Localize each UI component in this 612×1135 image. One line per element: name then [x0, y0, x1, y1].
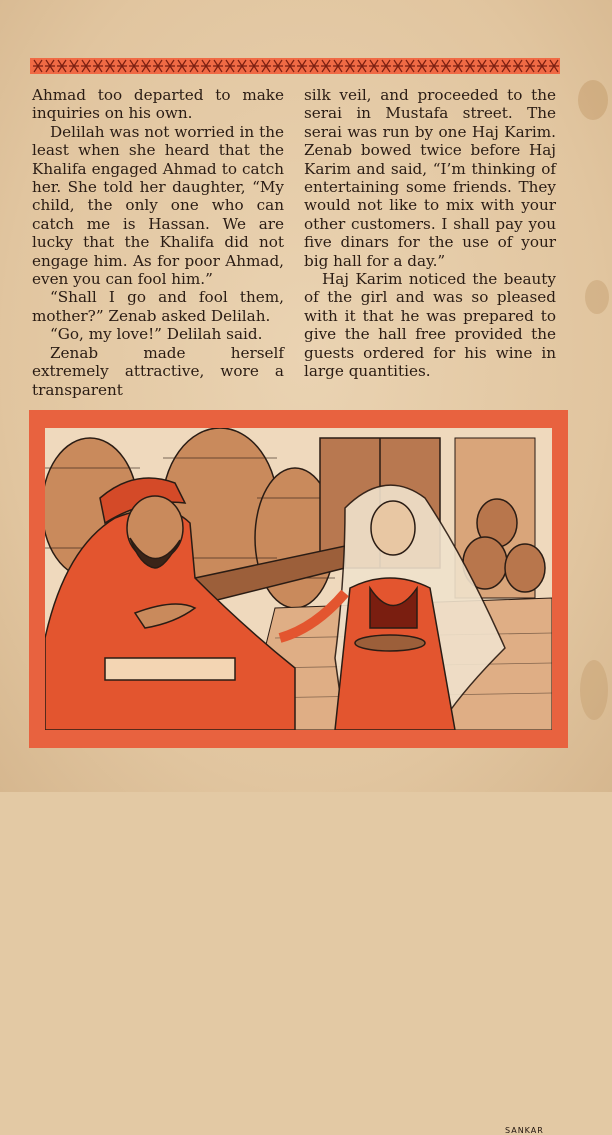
paragraph: silk veil, and proceeded to the serai in Mustafa street. The serai was run by one Haj Karim. Zenab bowed twice before Haj Karim and said, “I’m thinking of entertaining some friends. They would not like to mix with your other customers. I shall pay you five dinars for the use of your big hall for a day.” [304, 86, 556, 270]
border-motif [285, 60, 295, 72]
border-motif [321, 60, 331, 72]
border-motif [429, 60, 439, 72]
paragraph: Zenab made herself extremely attractive, wore a transparent [32, 343, 284, 399]
border-motif [57, 60, 67, 72]
border-motif [369, 60, 379, 72]
border-motif [81, 60, 91, 72]
paper-stain [580, 660, 608, 720]
border-motif [33, 60, 43, 72]
border-motif [357, 60, 367, 72]
border-motif [117, 60, 127, 72]
right-text-column [304, 86, 556, 381]
border-motif [501, 60, 511, 72]
paragraph: “Shall I go and fool them, mother?” Zenab asked Delilah. [32, 288, 284, 325]
border-motif [165, 60, 175, 72]
border-motif [177, 60, 187, 72]
border-motif [465, 60, 475, 72]
border-motif [513, 60, 523, 72]
border-motif [141, 60, 151, 72]
border-motif [525, 60, 535, 72]
decorative-border-strip [30, 58, 560, 74]
paper-stain [578, 80, 608, 120]
border-motif [393, 60, 403, 72]
border-motif [489, 60, 499, 72]
border-motif [237, 60, 247, 72]
border-motif [153, 60, 163, 72]
border-motif [417, 60, 427, 72]
border-pattern [30, 58, 560, 74]
story-illustration [29, 410, 568, 1135]
border-motif [261, 60, 271, 72]
border-motif [69, 60, 79, 72]
border-motif [93, 60, 103, 72]
left-text-column [32, 86, 284, 399]
border-motif [537, 60, 547, 72]
border-motif [477, 60, 487, 72]
illustration-scene [45, 428, 552, 730]
paragraph: Haj Karim noticed the beauty of the girl and was so pleased with it that he was prepared to give the hall free provided the guests ordered for his wine in large quantities. [304, 270, 556, 381]
border-motif [309, 60, 319, 72]
border-motif [201, 60, 211, 72]
paragraph: “Go, my love!” Delilah said. [50, 325, 263, 344]
artist-signature: SANKAR [505, 1126, 544, 1135]
border-motif [225, 60, 235, 72]
border-motif [549, 60, 559, 72]
border-motif [273, 60, 283, 72]
paragraph: Ahmad too departed to make inquiries on his own. [32, 86, 284, 123]
border-motif [381, 60, 391, 72]
border-motif [189, 60, 199, 72]
border-motif [297, 60, 307, 72]
border-motif [345, 60, 355, 72]
border-motif [129, 60, 139, 72]
border-motif [333, 60, 343, 72]
paragraph: Delilah was not worried in the least when she heard that the Khalifa engaged Ahmad to catch her. She told her daughter, “My child, the only one who can catch me is Hassan. We are lucky that the Khalifa did not engage him. As for poor Ahmad, even you can fool him.” [32, 122, 284, 289]
border-motif [405, 60, 415, 72]
paper-stain [585, 280, 609, 314]
border-motif [105, 60, 115, 72]
border-motif [213, 60, 223, 72]
border-motif [249, 60, 259, 72]
border-motif [45, 60, 55, 72]
border-motif [441, 60, 451, 72]
border-motif [453, 60, 463, 72]
